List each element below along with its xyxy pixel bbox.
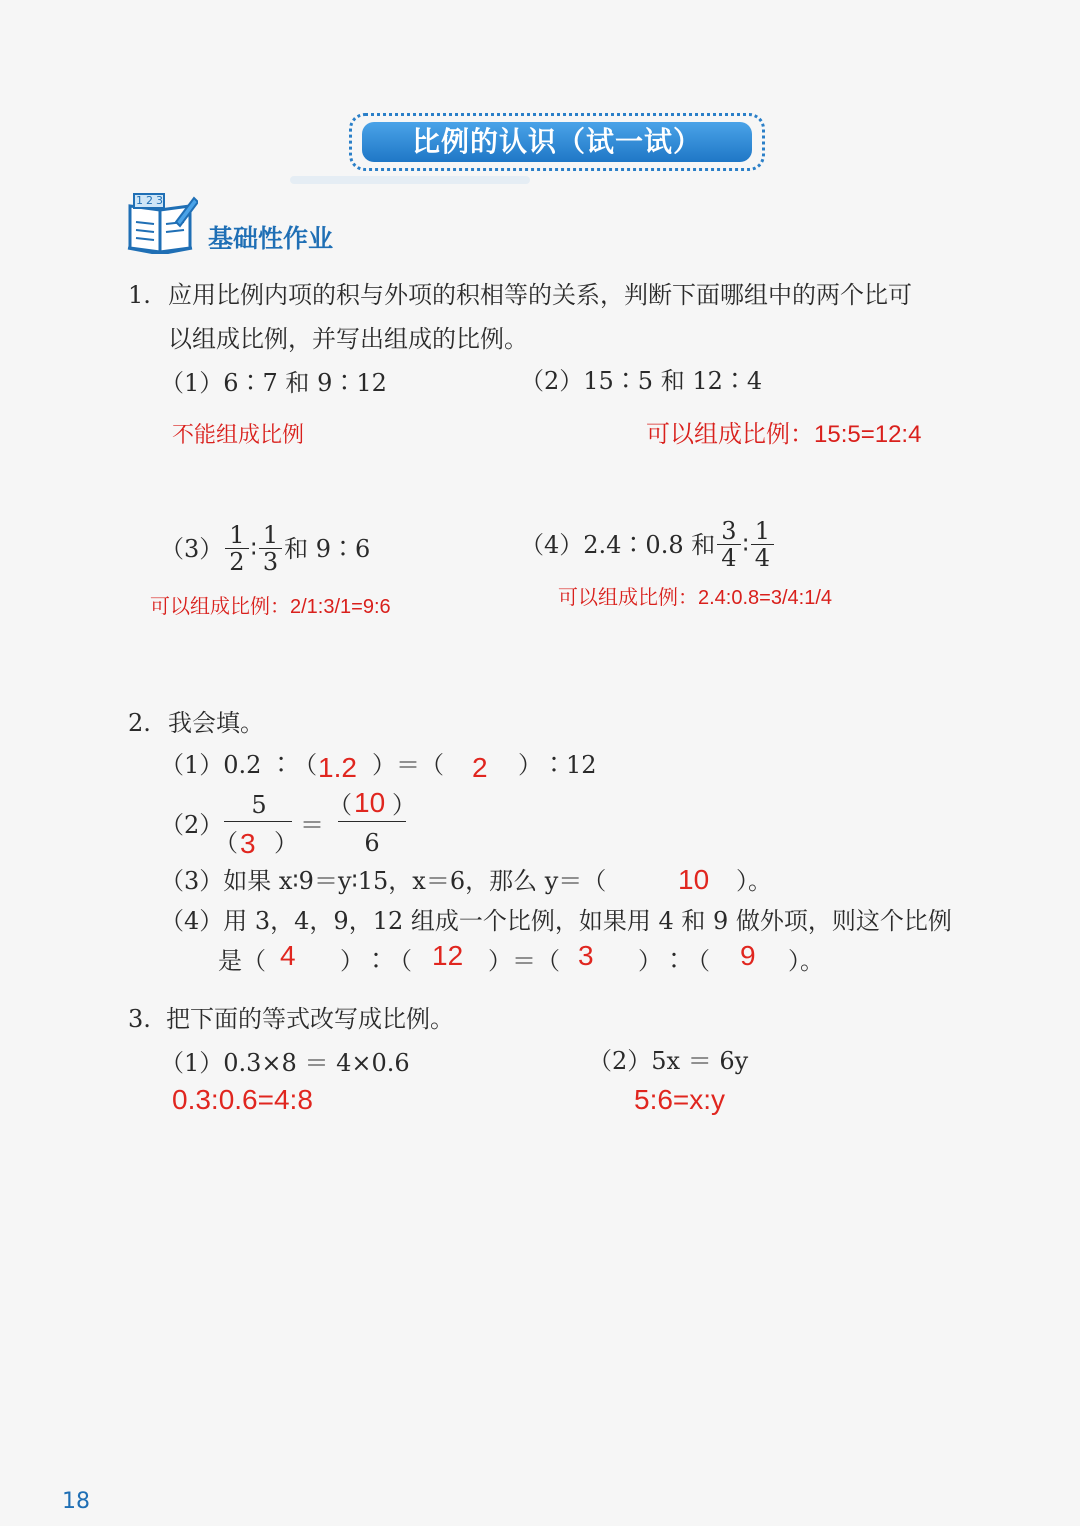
- q1-part3-answer: 可以组成比例：2/1:3/1=9:6: [150, 596, 391, 618]
- fraction-numerator: 3: [721, 517, 737, 545]
- q1-part3-rest: 和 9∶6: [284, 534, 371, 563]
- q1-part1-label: （1）6∶7 和 9∶12: [160, 369, 387, 397]
- q2-part4-line1: （4）用 3，4，9，12 组成一个比例，如果用 4 和 9 做外项，则这个比例: [160, 907, 952, 935]
- q1-number: 1.: [128, 281, 151, 309]
- q2-part2-num2-close: ）: [392, 791, 416, 819]
- fraction-bar: [338, 821, 406, 822]
- fraction-denominator: 2: [225, 548, 248, 575]
- title-underline-decoration: [290, 176, 530, 184]
- q3-part1-label: （1）0.3×8 ＝ 4×0.6: [160, 1049, 410, 1077]
- page-number: 18: [62, 1489, 90, 1514]
- q1-part4-label: （4）2.4∶0.8 和: [520, 530, 716, 559]
- q2-part4-line2-b: ）∶（: [340, 947, 412, 975]
- q2-part2-denominator2: 6: [364, 829, 380, 857]
- ratio-colon: ∶: [250, 534, 257, 563]
- q2-part1-c: ）∶12: [518, 751, 597, 779]
- q2-part1-a: （1）0.2 ∶（: [160, 751, 318, 779]
- q2-number: 2.: [128, 709, 151, 737]
- q2-part2-den-open: （: [214, 829, 238, 857]
- q2-part2-label: （2）: [160, 811, 224, 839]
- q1-part2-answer: 可以组成比例：15:5=12:4: [646, 421, 922, 448]
- q2-part2-numerator: 5: [251, 791, 267, 819]
- q2-part1-b: ）＝（: [372, 751, 444, 779]
- q1-stem-line1: 应用比例内项的积与外项的积相等的关系，判断下面哪组中的两个比可: [168, 281, 912, 309]
- q2-part4-answer2: 12: [432, 940, 464, 971]
- q3-stem: 把下面的等式改写成比例。: [166, 1005, 454, 1033]
- q2-part4-line2-c: ）＝（: [488, 947, 560, 975]
- q2-part2-answer-num: 10: [354, 787, 386, 818]
- q3-part2-label: （2）5x ＝ 6y: [588, 1047, 749, 1075]
- q2-part2-equals: ＝: [300, 811, 324, 839]
- q2-part4-answer3: 3: [578, 940, 594, 971]
- q2-part2-num2-open: （: [328, 791, 352, 819]
- q1-part2-label: （2）15∶5 和 12∶4: [520, 367, 763, 395]
- fraction-one-half: [225, 522, 248, 575]
- q2-part3-close: ）。: [736, 867, 772, 895]
- q1-stem-line2: 以组成比例，并写出组成的比例。: [168, 325, 528, 353]
- section-heading: 基础性作业: [208, 224, 334, 253]
- q1-part3-label: （3）: [160, 534, 224, 563]
- q1-part4-answer: 可以组成比例：2.4:0.8=3/4:1/4: [558, 587, 833, 609]
- q3-number: 3.: [128, 1005, 151, 1033]
- fraction-numerator: 1: [754, 517, 771, 545]
- ratio-colon: ∶: [742, 530, 749, 559]
- q2-part4-answer4: 9: [740, 940, 756, 971]
- icon-label: 123: [136, 194, 166, 207]
- q2-part4-line2-e: ）。: [788, 947, 824, 975]
- q3-part2-answer: 5:6=x:y: [634, 1084, 726, 1115]
- q1-part3-expression: [160, 522, 370, 575]
- fraction-bar: [224, 821, 292, 822]
- fraction-denominator: 3: [259, 548, 282, 575]
- fraction-denominator: 4: [717, 544, 740, 571]
- q2-part3-answer: 10: [678, 864, 710, 895]
- q2-part1-answer2: 2: [472, 752, 488, 783]
- fraction-three-quarters: [717, 518, 740, 571]
- q2-stem: 我会填。: [168, 709, 264, 737]
- q2-part4-line2-a: 是（: [218, 947, 266, 975]
- fraction-numerator: 1: [229, 521, 245, 549]
- q2-part2-answer-den: 3: [240, 828, 256, 859]
- title-banner: [349, 113, 765, 171]
- homework-book-icon: [126, 192, 198, 254]
- q2-part4-answer1: 4: [280, 940, 296, 971]
- q2-part4-line2-d: ）∶（: [638, 947, 710, 975]
- q2-part2-den-close: ）: [274, 829, 298, 857]
- fraction-one-third: [259, 522, 282, 575]
- q1-part4-expression: [520, 518, 776, 571]
- q1-part1-answer: 不能组成比例: [172, 422, 305, 447]
- fraction-numerator: 1: [262, 521, 279, 549]
- q2-part1-answer1: 1.2: [318, 752, 357, 783]
- q2-part3-text: （3）如果 x∶9＝y∶15，x＝6，那么 y＝（: [160, 867, 607, 895]
- page-title: 比例的认识（试一试）: [362, 122, 752, 162]
- fraction-one-quarter: [751, 518, 774, 571]
- fraction-denominator: 4: [751, 544, 774, 571]
- q3-part1-answer: 0.3:0.6=4:8: [172, 1084, 313, 1115]
